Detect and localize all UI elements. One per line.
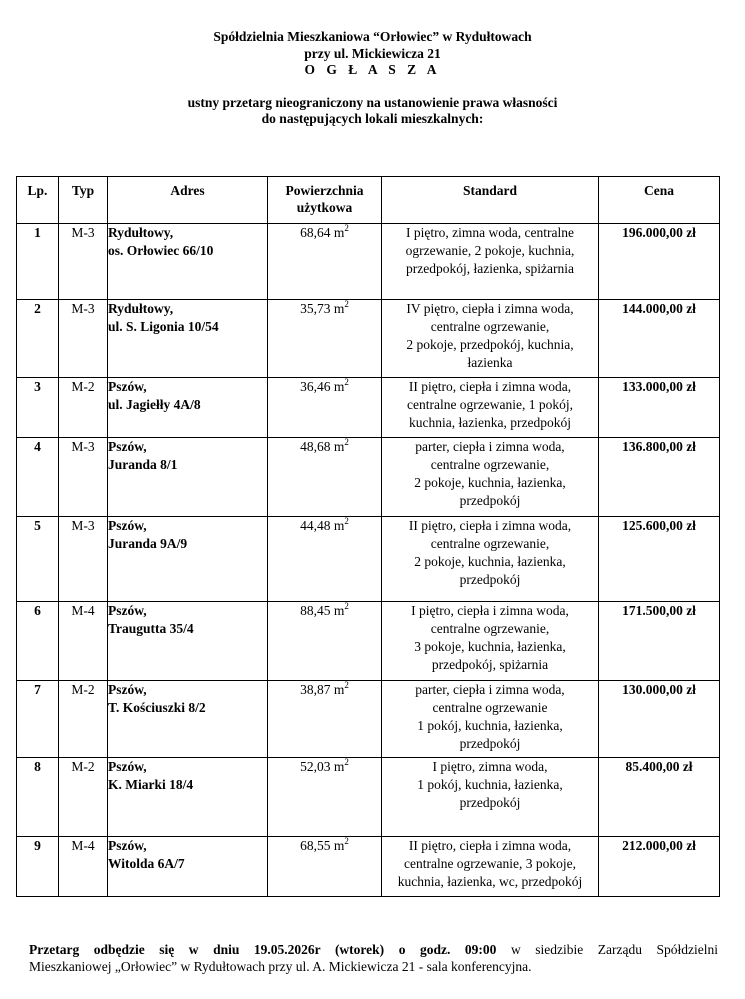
table-row xyxy=(17,438,720,517)
standard-line: kuchnia, łazienka, wc, przedpokój xyxy=(397,874,583,889)
standard-line: I piętro, ciepła i zimna woda, xyxy=(411,603,569,618)
address-street: Juranda 8/1 xyxy=(108,457,178,472)
table-row xyxy=(17,837,720,897)
cell-typ: M-3 xyxy=(59,300,108,378)
cell-area xyxy=(268,224,382,300)
standard-line: przedpokój, łazienka, spiżarnia xyxy=(406,261,574,276)
col-header-cena: Cena xyxy=(599,177,720,224)
area-value: 35,73 xyxy=(300,301,331,316)
area-value: 68,55 xyxy=(300,838,331,853)
cell-lp: 6 xyxy=(17,602,59,681)
cell-area xyxy=(268,681,382,758)
cell-lp: 1 xyxy=(17,224,59,300)
footer-line1 xyxy=(29,941,718,958)
area-unit-exponent: 2 xyxy=(344,223,349,233)
area-value: 38,87 xyxy=(300,682,331,697)
standard-line: centralne ogrzewanie, 3 pokoje, xyxy=(403,856,577,871)
area-unit: m xyxy=(333,301,345,316)
standard-line: przedpokój xyxy=(459,736,521,751)
area-unit-exponent: 2 xyxy=(344,377,349,387)
tender-description-line1: ustny przetarg nieograniczony na ustanowienie prawa własności xyxy=(187,94,558,110)
standard-line: łazienka xyxy=(467,355,513,370)
tender-date-time: Przetarg odbędzie się w dniu 19.05.2026r (wtorek) o godz. 09:00 xyxy=(29,942,497,957)
cell-address xyxy=(108,517,268,602)
address-city: Pszów, xyxy=(108,379,147,394)
standard-line: I piętro, zimna woda, xyxy=(432,759,548,774)
standard-line: centralne ogrzewanie, xyxy=(430,536,550,551)
area-value: 48,68 xyxy=(300,439,331,454)
cell-lp: 4 xyxy=(17,438,59,517)
cell-area xyxy=(268,517,382,602)
standard-line: parter, ciepła i zimna woda, xyxy=(415,439,565,454)
cell-area xyxy=(268,837,382,897)
cell-standard xyxy=(382,378,599,438)
standard-line: parter, ciepła i zimna woda, xyxy=(415,682,565,697)
cell-address xyxy=(108,837,268,897)
standard-line: I piętro, zimna woda, centralne xyxy=(406,225,574,240)
standard-line: centralne ogrzewanie, 1 pokój, xyxy=(406,397,574,412)
standard-line: II piętro, ciepła i zimna woda, xyxy=(408,379,572,394)
address-city: Pszów, xyxy=(108,439,147,454)
table-row xyxy=(17,517,720,602)
cell-typ: M-3 xyxy=(59,438,108,517)
standard-line: przedpokój xyxy=(459,795,521,810)
standard-line: centralne ogrzewanie, xyxy=(430,319,550,334)
col-header-typ: Typ xyxy=(59,177,108,224)
area-unit-exponent: 2 xyxy=(344,516,349,526)
standard-line: 2 pokoje, kuchnia, łazienka, xyxy=(414,475,566,490)
cell-price: 196.000,00 zł xyxy=(599,224,720,300)
table-row xyxy=(17,758,720,837)
cooperative-name: Spółdzielnia Mieszkaniowa “Orłowiec” w Rydułtowach xyxy=(213,29,532,44)
area-value: 36,46 xyxy=(300,379,331,394)
cell-standard xyxy=(382,517,599,602)
cell-typ: M-4 xyxy=(59,602,108,681)
address-city: Pszów, xyxy=(108,603,147,618)
tender-info-footer xyxy=(29,941,718,975)
cell-standard xyxy=(382,602,599,681)
cell-area xyxy=(268,378,382,438)
standard-line: ogrzewanie, 2 pokoje, kuchnia, xyxy=(405,243,575,258)
tender-location: Mieszkaniowej „Orłowiec” w Rydułtowach przy ul. A. Mickiewicza 21 - sala konferencyjna. xyxy=(29,959,532,974)
announcement-header xyxy=(0,29,745,128)
table-row xyxy=(17,300,720,378)
standard-line: II piętro, ciepła i zimna woda, xyxy=(408,838,572,853)
cell-price: 212.000,00 zł xyxy=(599,837,720,897)
cell-price: 136.800,00 zł xyxy=(599,438,720,517)
area-value: 52,03 xyxy=(300,759,331,774)
table-row xyxy=(17,378,720,438)
col-header-adres: Adres xyxy=(108,177,268,224)
address-street: os. Orłowiec 66/10 xyxy=(108,243,214,258)
cell-lp: 5 xyxy=(17,517,59,602)
cell-address xyxy=(108,438,268,517)
cell-standard xyxy=(382,438,599,517)
cell-area xyxy=(268,300,382,378)
area-unit: m xyxy=(333,682,345,697)
table-row xyxy=(17,602,720,681)
cell-address xyxy=(108,758,268,837)
cooperative-address: przy ul. Mickiewicza 21 xyxy=(304,45,441,61)
area-value: 44,48 xyxy=(300,518,331,533)
col-header-standard: Standard xyxy=(382,177,599,224)
standard-line: 2 pokoje, przedpokój, kuchnia, xyxy=(406,337,574,352)
area-unit-exponent: 2 xyxy=(344,757,349,767)
standard-line: przedpokój, spiżarnia xyxy=(431,657,549,672)
address-city: Pszów, xyxy=(108,759,147,774)
address-city: Rydułtowy, xyxy=(108,301,174,316)
table-row xyxy=(17,681,720,758)
cell-area xyxy=(268,602,382,681)
area-unit-exponent: 2 xyxy=(344,680,349,690)
cell-price: 133.000,00 zł xyxy=(599,378,720,438)
cell-typ: M-2 xyxy=(59,378,108,438)
area-value: 88,45 xyxy=(300,603,331,618)
col-header-powierzchnia-line2: użytkowa xyxy=(296,200,353,215)
cell-typ: M-4 xyxy=(59,837,108,897)
standard-line: 1 pokój, kuchnia, łazienka, xyxy=(417,777,563,792)
cell-address xyxy=(108,602,268,681)
cell-area xyxy=(268,438,382,517)
cell-typ: M-2 xyxy=(59,681,108,758)
cell-lp: 8 xyxy=(17,758,59,837)
cell-standard xyxy=(382,224,599,300)
apartments-table xyxy=(16,176,720,897)
standard-line: centralne ogrzewanie, xyxy=(430,621,550,636)
tender-description-line2: do następujących lokali mieszkalnych: xyxy=(261,111,484,126)
cell-address xyxy=(108,378,268,438)
address-city: Rydułtowy, xyxy=(108,225,174,240)
area-unit-exponent: 2 xyxy=(344,836,349,846)
standard-line: 3 pokoje, kuchnia, łazienka, xyxy=(414,639,566,654)
address-street: T. Kościuszki 8/2 xyxy=(108,700,206,715)
address-street: Juranda 9A/9 xyxy=(108,536,188,551)
cell-lp: 3 xyxy=(17,378,59,438)
address-street: ul. Jagiełły 4A/8 xyxy=(108,397,201,412)
tender-location-start: w siedzibie Zarządu Spółdzielni xyxy=(496,942,718,957)
standard-line: II piętro, ciepła i zimna woda, xyxy=(408,518,572,533)
col-header-powierzchnia xyxy=(268,177,382,224)
table-row xyxy=(17,224,720,300)
address-city: Pszów, xyxy=(108,682,147,697)
cell-typ: M-2 xyxy=(59,758,108,837)
standard-line: przedpokój xyxy=(459,572,521,587)
cell-typ: M-3 xyxy=(59,224,108,300)
area-unit: m xyxy=(333,603,345,618)
address-street: Traugutta 35/4 xyxy=(108,621,194,636)
area-unit: m xyxy=(333,838,345,853)
cell-price: 144.000,00 zł xyxy=(599,300,720,378)
cell-address xyxy=(108,681,268,758)
area-unit-exponent: 2 xyxy=(344,299,349,309)
announces-heading: O G Ł A S Z A xyxy=(304,62,441,77)
cell-standard xyxy=(382,837,599,897)
area-unit: m xyxy=(333,759,345,774)
cell-price: 85.400,00 zł xyxy=(599,758,720,837)
standard-line: przedpokój xyxy=(459,493,521,508)
cell-lp: 9 xyxy=(17,837,59,897)
area-unit-exponent: 2 xyxy=(344,437,349,447)
cell-address xyxy=(108,300,268,378)
standard-line: kuchnia, łazienka, przedpokój xyxy=(409,415,571,430)
area-unit: m xyxy=(333,518,345,533)
cell-standard xyxy=(382,300,599,378)
area-unit-exponent: 2 xyxy=(344,601,349,611)
col-header-lp: Lp. xyxy=(17,177,59,224)
cell-standard xyxy=(382,681,599,758)
area-unit: m xyxy=(333,379,345,394)
area-value: 68,64 xyxy=(300,225,331,240)
cell-price: 171.500,00 zł xyxy=(599,602,720,681)
standard-line: centralne ogrzewanie xyxy=(432,700,548,715)
cell-price: 130.000,00 zł xyxy=(599,681,720,758)
address-city: Pszów, xyxy=(108,518,147,533)
standard-line: 1 pokój, kuchnia, łazienka, xyxy=(417,718,563,733)
address-street: K. Miarki 18/4 xyxy=(108,777,194,792)
cell-price: 125.600,00 zł xyxy=(599,517,720,602)
table-header-row xyxy=(17,177,720,224)
cell-typ: M-3 xyxy=(59,517,108,602)
address-street: Witolda 6A/7 xyxy=(108,856,185,871)
cell-standard xyxy=(382,758,599,837)
standard-line: IV piętro, ciepła i zimna woda, xyxy=(406,301,574,316)
area-unit: m xyxy=(333,439,345,454)
col-header-powierzchnia-line1: Powierzchnia xyxy=(285,183,364,198)
standard-line: centralne ogrzewanie, xyxy=(430,457,550,472)
address-city: Pszów, xyxy=(108,838,147,853)
area-unit: m xyxy=(333,225,345,240)
address-street: ul. S. Ligonia 10/54 xyxy=(108,319,219,334)
cell-area xyxy=(268,758,382,837)
cell-lp: 2 xyxy=(17,300,59,378)
cell-lp: 7 xyxy=(17,681,59,758)
standard-line: 2 pokoje, kuchnia, łazienka, xyxy=(414,554,566,569)
cell-address xyxy=(108,224,268,300)
